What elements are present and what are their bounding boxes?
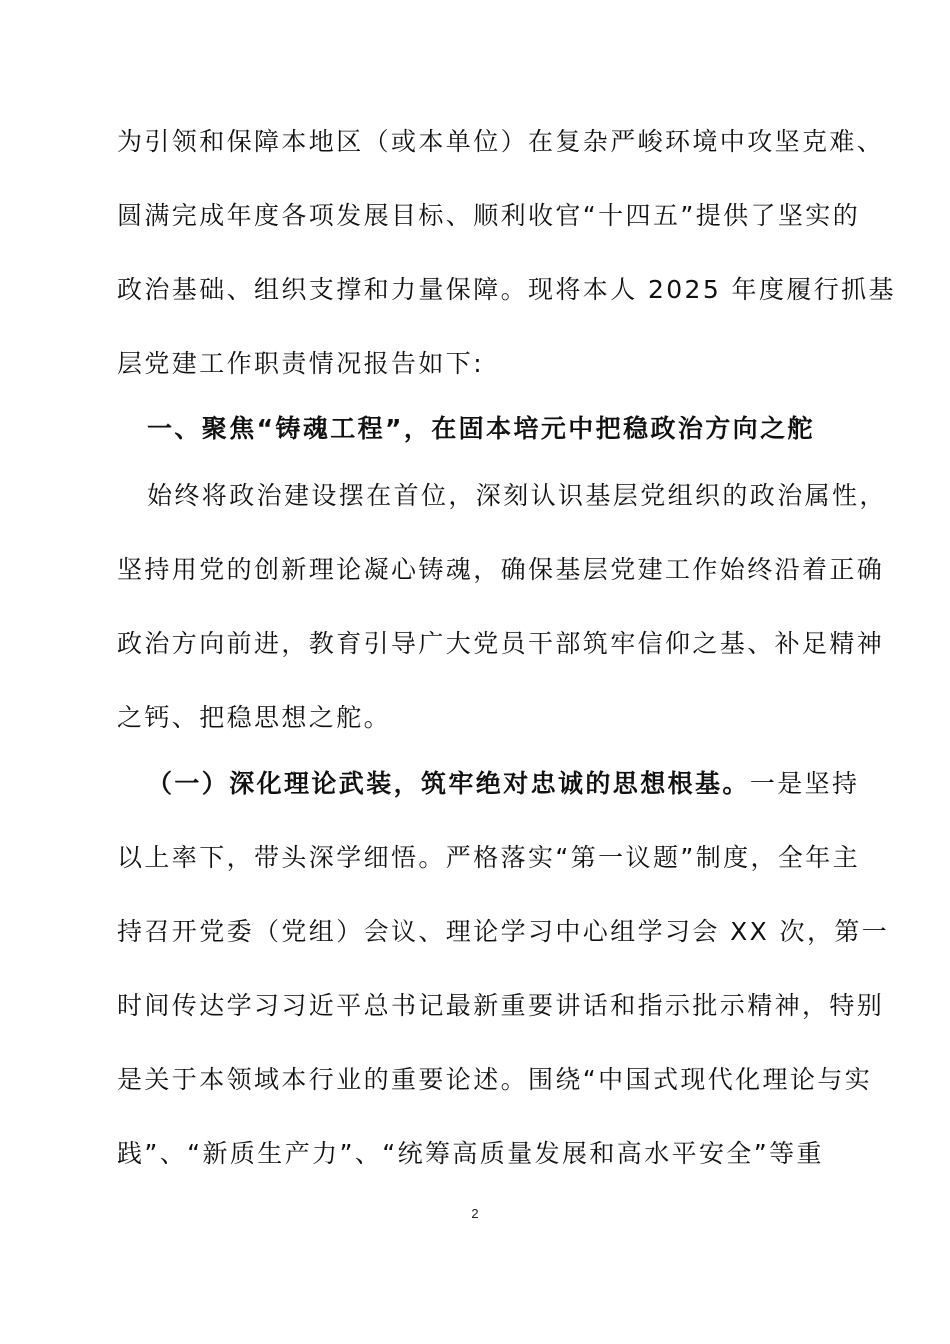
body-text-line: 圆满完成年度各项发展目标、顺利收官“十四五”提供了坚实的 (117, 201, 861, 230)
body-text-line: 坚持用党的创新理论凝心铸魂，确保基层党建工作始终沿着正确 (117, 555, 885, 584)
subsection-heading: （一）深化理论武装，筑牢绝对忠诚的思想根基。 (147, 769, 750, 798)
body-text-line: 践”、“新质生产力”、“统筹高质量发展和高水平安全”等重 (117, 1139, 824, 1168)
body-text-line: 始终将政治建设摆在首位，深刻认识基层党组织的政治属性， (147, 481, 887, 510)
page-number: 2 (471, 1206, 479, 1221)
body-text-line: 政治方向前进，教育引导广大党员干部筑牢信仰之基、补足精神 (117, 629, 885, 658)
body-text-line: 时间传达学习习近平总书记最新重要讲话和指示批示精神，特别 (117, 991, 885, 1020)
body-text-line: 政治基础、组织支撑和力量保障。现将本人 2025 年度履行抓基 (117, 275, 896, 304)
section-heading: 一、聚焦“铸魂工程”，在固本培元中把稳政治方向之舵 (147, 414, 815, 443)
body-text-line: 是关于本领域本行业的重要论述。围绕“中国式现代化理论与实 (117, 1065, 873, 1094)
body-text-line: 为引领和保障本地区（或本单位）在复杂严峻环境中攻坚克难、 (117, 127, 885, 156)
body-text-line: 持召开党委（党组）会议、理论学习中心组学习会 XX 次，第一 (117, 917, 890, 946)
subsection-line (147, 766, 859, 802)
body-text-line: 以上率下，带头深学细悟。严格落实“第一议题”制度，全年主 (117, 843, 861, 872)
body-text-line: 之钙、把稳思想之舵。 (117, 703, 392, 732)
body-text-run: 一是坚持 (749, 769, 860, 798)
body-text-line: 层党建工作职责情况报告如下: (117, 349, 485, 378)
